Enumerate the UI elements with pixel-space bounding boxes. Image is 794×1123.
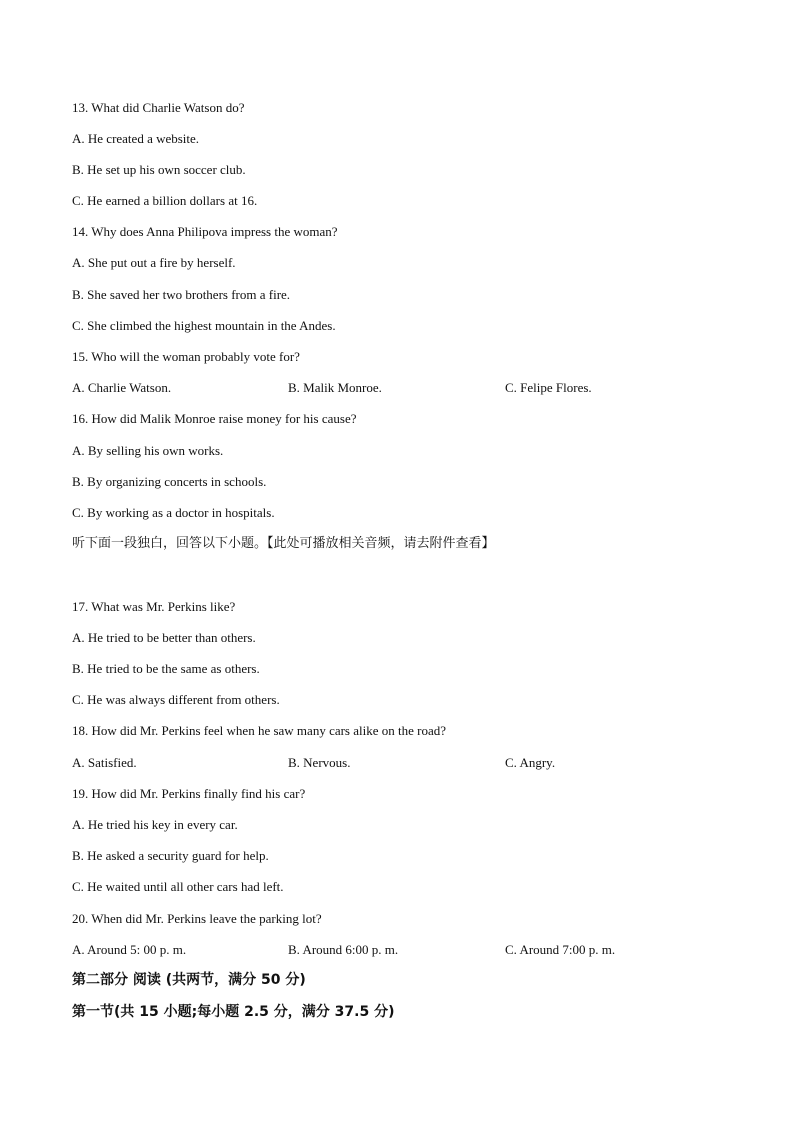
section-part-two-heading: 第二部分 阅读 (共两节，满分 50 分) xyxy=(72,972,306,988)
listening-instruction: 听下面一段独白，回答以下小题。【此处可播放相关音频，请去附件查看】 xyxy=(72,536,495,551)
q16-option-b: B. By organizing concerts in schools. xyxy=(72,474,267,489)
q13-option-a: A. He created a website. xyxy=(72,131,200,146)
q15-option-a: A. Charlie Watson. xyxy=(72,380,172,395)
section-one-heading: 第一节(共 15 小题;每小题 2.5 分，满分 37.5 分) xyxy=(72,1004,395,1020)
q18-option-a: A. Satisfied. xyxy=(72,755,137,770)
question-20: 20. When did Mr. Perkins leave the parking lot? xyxy=(72,911,322,926)
q13-option-c: C. He earned a billion dollars at 16. xyxy=(72,193,258,208)
q16-option-a: A. By selling his own works. xyxy=(72,443,224,458)
q14-option-a: A. She put out a fire by herself. xyxy=(72,255,236,270)
q20-option-b: B. Around 6:00 p. m. xyxy=(288,942,399,957)
question-13: 13. What did Charlie Watson do? xyxy=(72,100,245,115)
q13-option-b: B. He set up his own soccer club. xyxy=(72,162,246,177)
q20-option-a: A. Around 5: 00 p. m. xyxy=(72,942,187,957)
q14-option-c: C. She climbed the highest mountain in the Andes. xyxy=(72,318,336,333)
q19-option-a: A. He tried his key in every car. xyxy=(72,817,238,832)
question-17: 17. What was Mr. Perkins like? xyxy=(72,599,236,614)
q16-option-c: C. By working as a doctor in hospitals. xyxy=(72,505,275,520)
question-18: 18. How did Mr. Perkins feel when he saw many cars alike on the road? xyxy=(72,723,447,738)
q17-option-b: B. He tried to be the same as others. xyxy=(72,661,260,676)
question-15: 15. Who will the woman probably vote for? xyxy=(72,349,300,364)
q18-option-b: B. Nervous. xyxy=(288,755,351,770)
question-14: 14. Why does Anna Philipova impress the woman? xyxy=(72,224,338,239)
question-19: 19. How did Mr. Perkins finally find his car? xyxy=(72,786,306,801)
q19-option-c: C. He waited until all other cars had left. xyxy=(72,879,284,894)
q20-option-c: C. Around 7:00 p. m. xyxy=(505,942,616,957)
question-16: 16. How did Malik Monroe raise money for his cause? xyxy=(72,411,357,426)
q15-option-c: C. Felipe Flores. xyxy=(505,380,592,395)
q19-option-b: B. He asked a security guard for help. xyxy=(72,848,269,863)
q15-option-b: B. Malik Monroe. xyxy=(288,380,382,395)
q14-option-b: B. She saved her two brothers from a fire. xyxy=(72,287,291,302)
q17-option-a: A. He tried to be better than others. xyxy=(72,630,256,645)
q18-option-c: C. Angry. xyxy=(505,755,556,770)
q17-option-c: C. He was always different from others. xyxy=(72,692,280,707)
